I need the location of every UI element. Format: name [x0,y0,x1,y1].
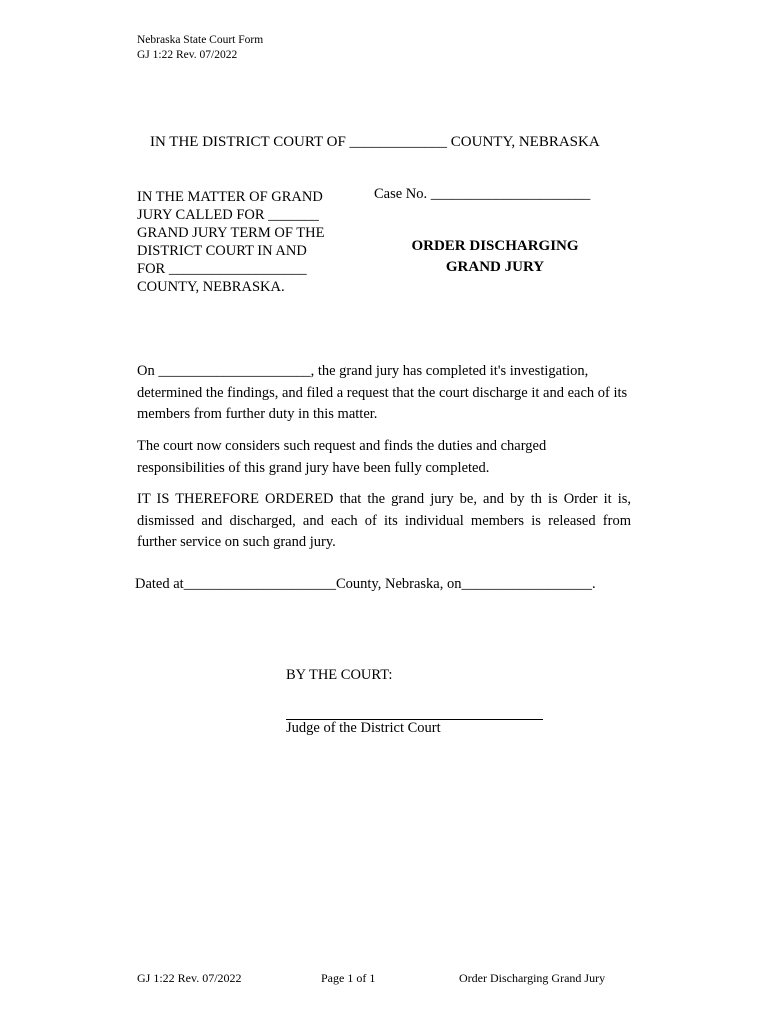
case-number-blank: ______________________ [430,186,591,202]
paragraph-findings: The court now considers such request and finds the duties and charged responsibilities of this grand jury have been fully completed. [137,438,547,476]
footer-title: Order Discharging Grand Jury [459,971,606,985]
matter-caption [137,188,347,296]
matter-line: IN THE MATTER OF GRAND [137,189,323,205]
judge-label: Judge of the District Court [286,720,441,736]
matter-line: GRAND JURY TERM OF THE [137,225,325,241]
document-title [380,236,610,278]
form-code: GJ 1:22 Rev. 07/2022 [137,49,238,61]
case-number-label: Case No. [374,186,428,202]
paragraph-order: IT IS THEREFORE ORDERED that the grand jury be, and by th is Order it is, dismissed and discharged, and each of its individual members is released from further service on such grand jury. [137,491,631,550]
footer-page-number: Page 1 of 1 [321,971,376,985]
court-caption: IN THE DISTRICT COURT OF _____________ COUNTY, NEBRASKA [150,134,600,150]
case-number [374,186,590,203]
matter-line: JURY CALLED FOR _______ [137,207,319,223]
footer-form-code: GJ 1:22 Rev. 07/2022 [137,971,242,985]
by-the-court: BY THE COURT: [286,667,393,683]
dated-line: Dated at_____________________County, Nebraska, on__________________. [135,576,596,592]
matter-line: DISTRICT COURT IN AND [137,243,307,259]
form-name: Nebraska State Court Form [137,34,264,46]
paragraph-completion: On _____________________, the grand jury has completed it's investigation, determined the findings, and filed a request that the court discharge it and each of its members from further duty in this matter. [137,363,628,422]
title-line-1: ORDER DISCHARGING [411,238,579,254]
matter-line: FOR ___________________ [137,261,307,277]
matter-line: COUNTY, NEBRASKA. [137,279,285,295]
title-line-2: GRAND JURY [445,259,545,275]
